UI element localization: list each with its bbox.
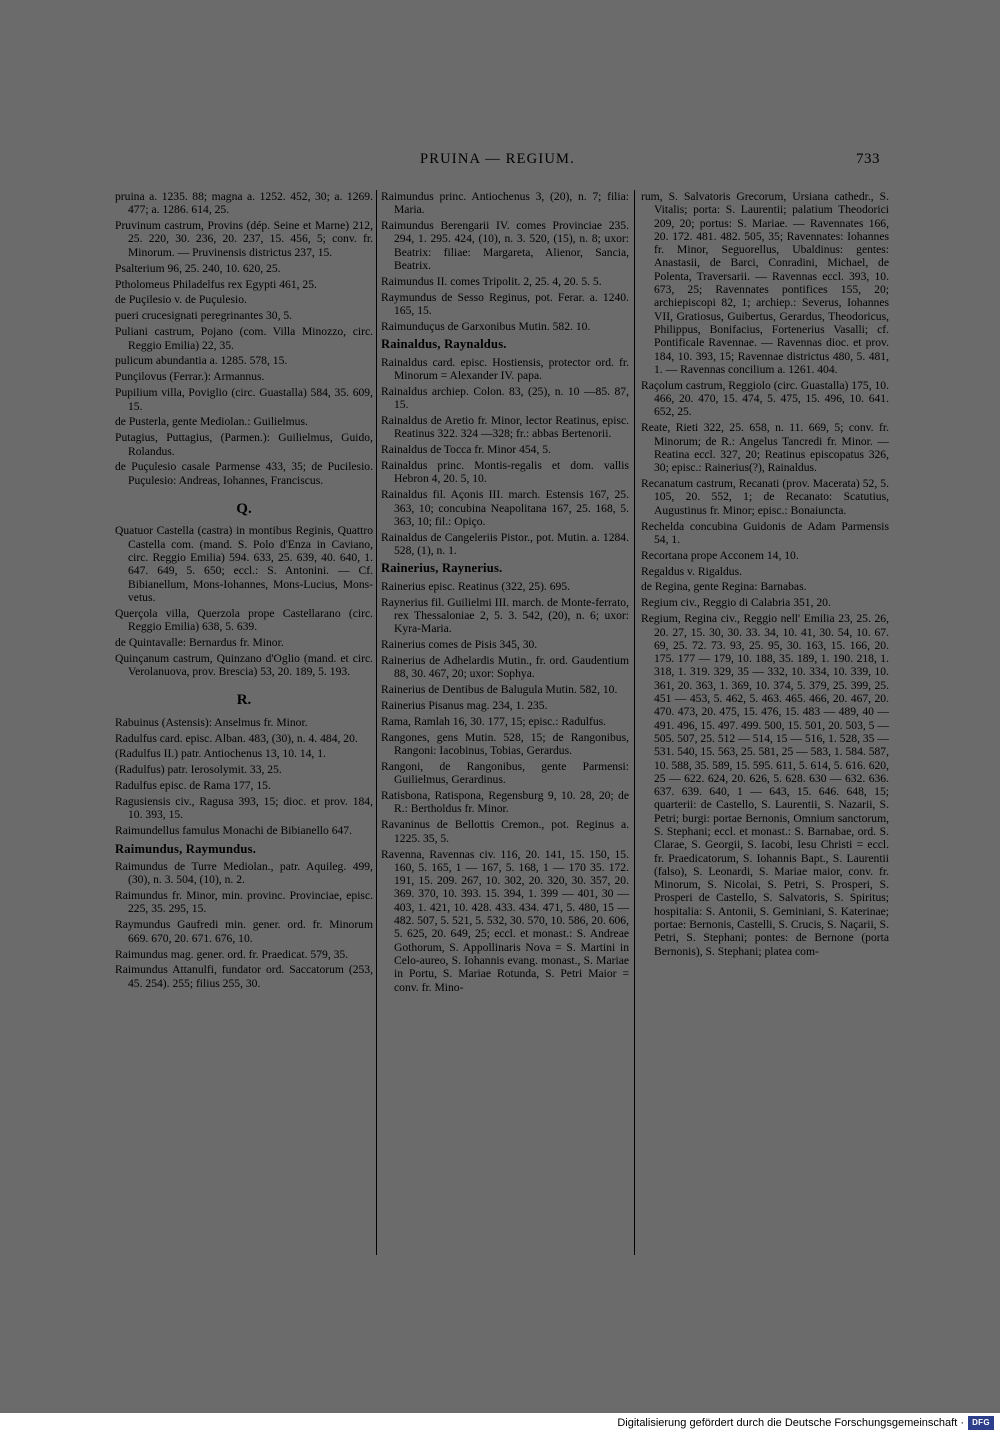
column-rule	[634, 190, 635, 1255]
index-entry: Raymundus de Sesso Reginus, pot. Ferar. a. 1240. 165, 15.	[381, 290, 629, 318]
index-column-2	[381, 190, 629, 996]
index-entry: de Puçulesio casale Parmense 433, 35; de Pucilesio. Puçulesio: Andreas, Iohannes, Franciscus.	[115, 460, 373, 487]
index-heading: Rainaldus, Raynaldus.	[381, 337, 507, 352]
index-entry: Raymundus Gaufredi min. gener. ord. fr. Minorum 669. 670, 20. 671. 676, 10.	[115, 918, 373, 945]
index-entry: Raimundus fr. Minor, min. provinc. Provinciae, episc. 225, 35. 295, 15.	[115, 889, 373, 916]
index-entry: Rainerius Pisanus mag. 234, 1. 235.	[381, 699, 548, 712]
section-letter: Q.	[236, 501, 252, 518]
index-entry: Ravenna, Ravennas civ. 116, 20. 141, 15. 150, 15. 160, 5. 165, 1 — 167, 5. 168, 1 — 170 35. 172. 191, 15. 209. 267, 10. 302, 20. 320, 30. 357, 20. 369. 370, 10. 393. 15. 394, 1. 399 — 401, 30 — 403, 1. 421, 10. 428. 433. 434. 471, 5. 480, 15 — 482. 507, 5. 521, 5. 532, 30. 570, 10. 586, 20. 606, 5. 625, 20. 649, 25; eccl. et monast.: S. Andreae Gothorum, S. Appollinaris Nova = S. Martini in Celo-aureo, S. Iohannis evang. monast., S. Mariae in Portu, S. Mariae Rotunda, S. Petri Maior = conv. fr. Mino-	[381, 847, 629, 994]
funding-notice: Digitalisierung gefördert durch die Deutsche Forschungsgemeinschaft ·	[617, 1417, 964, 1429]
index-entry: Raimundus Berengarii IV. comes Provinciae 235. 294, 1. 295. 424, (10), n. 3. 520, (15), n. 8; uxor: Beatrix: filiae: Margareta, Alienor, Sancia, Beatrix.	[381, 219, 629, 273]
index-entry: Rangones, gens Mutin. 528, 15; de Rangonibus, Rangoni: Iacobinus, Tobias, Gerardus.	[381, 730, 629, 758]
index-entry: pulicum abundantia a. 1285. 578, 15.	[115, 354, 288, 368]
index-entry: Reate, Rieti 322, 25. 658, n. 11. 669, 5; conv. fr. Minorum; de R.: Angelus Tancredi fr. Minor. — Reatina eccl. 327, 20; Reatinus episcopatus 326, 30; episc.: Rainerius(?), Rainaldus.	[641, 421, 889, 475]
index-entry: Ptholomeus Philadelfus rex Egypti 461, 25.	[115, 277, 317, 291]
index-entry: Pruvinum castrum, Provins (dép. Seine et Marne) 212, 25. 220, 30. 236, 20. 237, 15. 456, 5; conv. fr. Minorum. — Pruvinensis districtus 237, 15.	[115, 219, 373, 259]
index-entry: Rainaldus princ. Montis-regalis et dom. vallis Hebron 4, 20. 5, 10.	[381, 459, 629, 486]
index-entry: Puliani castrum, Pojano (com. Villa Minozzo, circ. Reggio Emilia) 22, 35.	[115, 325, 373, 352]
index-entry: de Pusterla, gente Mediolan.: Guilielmus.	[115, 415, 308, 429]
index-entry: Rainerius de Adhelardis Mutin., fr. ord. Gaudentium 88, 30. 467, 20; uxor: Sophya.	[381, 653, 629, 681]
index-entry: Radulfus episc. de Rama 177, 15.	[115, 779, 271, 793]
index-entry: Radulfus card. episc. Alban. 483, (30), n. 4. 484, 20.	[115, 731, 358, 745]
index-entry: Rainaldus fil. Açonis III. march. Estensis 167, 25. 363, 10; concubina Neapolitana 167, 25. 168, 5. 363, 10; fil.: Opiço.	[381, 488, 629, 528]
index-entry: Raçolum castrum, Reggiolo (circ. Guastalla) 175, 10. 466, 20. 470, 15. 474, 5. 475, 15. 496, 10. 641. 652, 25.	[641, 378, 889, 419]
index-entry: Ravaninus de Bellottis Cremon., pot. Reginus a. 1225. 35, 5.	[381, 818, 629, 845]
index-entry: Putagius, Puttagius, (Parmen.): Guilielmus, Guido, Rolandus.	[115, 431, 373, 458]
section-letter: R.	[236, 692, 252, 709]
index-entry: Ragusiensis civ., Ragusa 393, 15; dioc. et prov. 184, 10. 393, 15.	[115, 795, 373, 822]
index-entry: Rainerius de Dentibus de Balugula Mutin. 582, 10.	[381, 683, 618, 697]
index-entry: pueri crucesignati peregrinantes 30, 5.	[115, 309, 293, 323]
index-entry: Raimundus Attanulfi, fundator ord. Saccatorum (253, 45. 254). 255; filius 255, 30.	[115, 963, 373, 990]
index-entry: Rainaldus de Tocca fr. Minor 454, 5.	[381, 443, 551, 457]
running-title: PRUINA — REGIUM.	[420, 151, 575, 167]
index-entry: Raimunduçus de Garxonibus Mutin. 582. 10.	[381, 320, 591, 334]
index-entry: Raimundus princ. Antiochenus 3, (20), n. 7; filia: Maria.	[381, 190, 629, 217]
index-entry: Querçola villa, Querzola prope Castellarano (circ. Reggio Emilia) 638, 5. 639.	[115, 606, 373, 634]
index-column-3	[641, 190, 889, 961]
index-entry: Quatuor Castella (castra) in montibus Reginis, Quattro Castella com. (mand. S. Polo d'Enza in Caviano, circ. Reggio Emilia) 594. 633, 25. 639, 40. 640, 1. 647. 649, 5. 650; eccl.: S. Antonini. — Cf. Bibianellum, Mons-Iohannes, Mons-Lucius, Mons-vetus.	[115, 524, 373, 604]
index-entry: rum, S. Salvatoris Grecorum, Ursiana cathedr., S. Vitalis; porta: S. Laurentii; palatium Theodorici 209, 20; portus: S. Mariae. — Ravennates 166, 20. 172. 481. 482. 505, 35; Ravennates: Iohannes fr. Minor, Seguorellus, Ubaldinus: gentes: Anastasii, de Barci, Conradini, Michael, de Polenta, Traversarii. — Ravennas eccl. 393, 10. 673, 25; Ravennates pontifices 155, 20; archiepiscopi 82, 1; archiep.: Severus, Iohannes VII, Gratiosus, Guibertus, Gerardus, Theodoricus, Philippus, Bonifacius, Fortenerius Vasalli; cf. Pontificale Ravennae. — Ravennas dioc. et prov. 184, 10. 393, 15; Ravennae districtus 480, 5. 481, 1. — Ravennas concilium a. 1261. 404.	[641, 190, 889, 376]
footer-bar	[0, 1413, 1000, 1434]
index-entry: Regium civ., Reggio di Calabria 351, 20.	[641, 596, 831, 610]
index-entry: Rabuinus (Astensis): Anselmus fr. Minor.	[115, 715, 308, 729]
index-entry: Rainerius comes de Pisis 345, 30.	[381, 638, 538, 652]
index-entry: (Radulfus II.) patr. Antiochenus 13, 10. 14, 1.	[115, 747, 326, 761]
index-entry: Raimundus II. comes Tripolit. 2, 25. 4, 20. 5. 5.	[381, 274, 602, 288]
index-entry: (Radulfus) patr. Ierosolymit. 33, 25.	[115, 763, 282, 777]
index-entry: Raimundus mag. gener. ord. fr. Praedicat. 579, 35.	[115, 947, 349, 961]
index-entry: Ratisbona, Ratispona, Regensburg 9, 10. 28, 20; de R.: Bertholdus fr. Minor.	[381, 789, 629, 816]
index-entry: Rainaldus de Aretio fr. Minor, lector Reatinus, episc. Reatinus 322. 324 —328; fr.: abbas Bertenorii.	[381, 414, 629, 441]
index-entry: Pupilium villa, Poviglio (circ. Guastalla) 584, 35. 609, 15.	[115, 386, 373, 413]
dfg-logo[interactable]: DFG	[968, 1416, 994, 1430]
index-entry: Rainaldus archiep. Colon. 83, (25), n. 10 —85. 87, 15.	[381, 384, 629, 412]
index-entry: Regium, Regina civ., Reggio nell' Emilia 23, 25. 26, 20. 27, 15. 30, 30. 33. 34, 10. 41, 30. 54, 10. 67. 69, 25. 72. 73. 93, 25. 95, 30. 163, 15. 166, 20. 175. 177 — 179, 10. 188, 35. 189, 1. 190. 218, 1. 318, 1. 319. 329, 35 — 332, 10. 334, 10. 339, 10. 361, 20. 363, 1. 369, 10. 374, 5. 379, 25. 399, 25. 451 — 453, 5. 462, 5. 463. 465. 466, 20. 467, 20. 470. 473, 20. 475, 15. 476, 15. 483 — 489, 40 — 491. 496, 15. 497. 499. 500, 15. 501, 20. 503, 5 — 505. 507, 25. 512 — 514, 15 — 516, 1. 528, 35 — 531. 540, 15. 563, 25. 581, 25 — 583, 1. 584. 587, 10. 588, 35. 589, 15. 595. 611, 5. 614, 5. 616. 620, 25 — 622. 624, 20. 626, 5. 628. 630 — 632. 636. 637. 639. 640, 1 — 643, 15. 646. 648, 15; quarterii: de Castello, S. Laurentii, S. Nazarii, S. Petri; burgi: portae Bernonis, Omnium sanctorum, S. Stephani; eccl. et monast.: S. Barnabae, ord. S. Clarae, S. Georgii, S. Iacobi, Iesu Christi = eccl. fr. Praedicatorum, S. Iohannis Bapt., S. Laurentii (falso), S. Leonardi, S. Mariae maior, conv. fr. Minorum, S. Nicolai, S. Petri, S. Prosperi, S. Prosperi de Castello, S. Salvatoris, S. Spiritus; hospitalia: S. Antonii, S. Geminiani, S. Katerinae; portae: Bernonis, Castelli, S. Crucis, S. Naçarii, S. Petri, S. Stephani; pontes: de Bernone (porta Bernonis), S. Stephani; platea com-	[641, 612, 889, 958]
column-rule	[376, 190, 377, 1255]
index-entry: de Puçilesio v. de Puçulesio.	[115, 293, 247, 307]
index-entry: Recanatum castrum, Recanati (prov. Macerata) 52, 5. 105, 20. 552, 1; de Recanato: Scatutius, Augustinus fr. Minor; episc.: Bonaiuncta.	[641, 477, 889, 517]
page-number: 733	[856, 151, 880, 167]
index-entry: Raynerius fil. Guilielmi III. march. de Monte-ferrato, rex Thessaloniae 2, 5. 3. 542, (20), n. 6; uxor: Kyra-Maria.	[381, 595, 629, 636]
index-entry: Rainerius episc. Reatinus (322, 25). 695.	[381, 579, 571, 593]
index-entry: Rainaldus de Cangeleriis Pistor., pot. Mutin. a. 1284. 528, (1), n. 1.	[381, 530, 629, 558]
index-entry: Rama, Ramlah 16, 30. 177, 15; episc.: Radulfus.	[381, 714, 607, 728]
index-entry: Rainaldus card. episc. Hostiensis, protector ord. fr. Minorum = Alexander IV. papa.	[381, 355, 629, 382]
index-entry: pruina a. 1235. 88; magna a. 1252. 452, 30; a. 1269. 477; a. 1286. 614, 25.	[115, 190, 373, 217]
index-entry: Rechelda concubina Guidonis de Adam Parmensis 54, 1.	[641, 519, 889, 546]
index-entry: de Quintavalle: Bernardus fr. Minor.	[115, 635, 284, 649]
index-entry: Quinçanum castrum, Quinzano d'Oglio (mand. et circ. Verolanuova, prov. Brescia) 53, 20. 189, 5. 193.	[115, 651, 373, 679]
index-entry: Raimundellus famulus Monachi de Bibianello 647.	[115, 824, 352, 838]
index-entry: Psalterium 96, 25. 240, 10. 620, 25.	[115, 261, 281, 275]
index-heading: Raimundus, Raymundus.	[115, 841, 257, 856]
index-column-1	[115, 190, 373, 993]
index-entry: Recortana prope Acconem 14, 10.	[641, 548, 799, 562]
index-entry: de Regina, gente Regina: Barnabas.	[641, 580, 807, 594]
index-entry: Rangoni, de Rangonibus, gente Parmensi: Guilielmus, Gerardinus.	[381, 759, 629, 787]
index-entry: Regaldus v. Rigaldus.	[641, 564, 743, 578]
index-entry: Punçilovus (Ferrar.): Armannus.	[115, 370, 265, 384]
index-heading: Rainerius, Raynerius.	[381, 561, 503, 576]
index-entry: Raimundus de Turre Mediolan., patr. Aquileg. 499, (30), n. 3. 504, (10), n. 2.	[115, 859, 373, 887]
